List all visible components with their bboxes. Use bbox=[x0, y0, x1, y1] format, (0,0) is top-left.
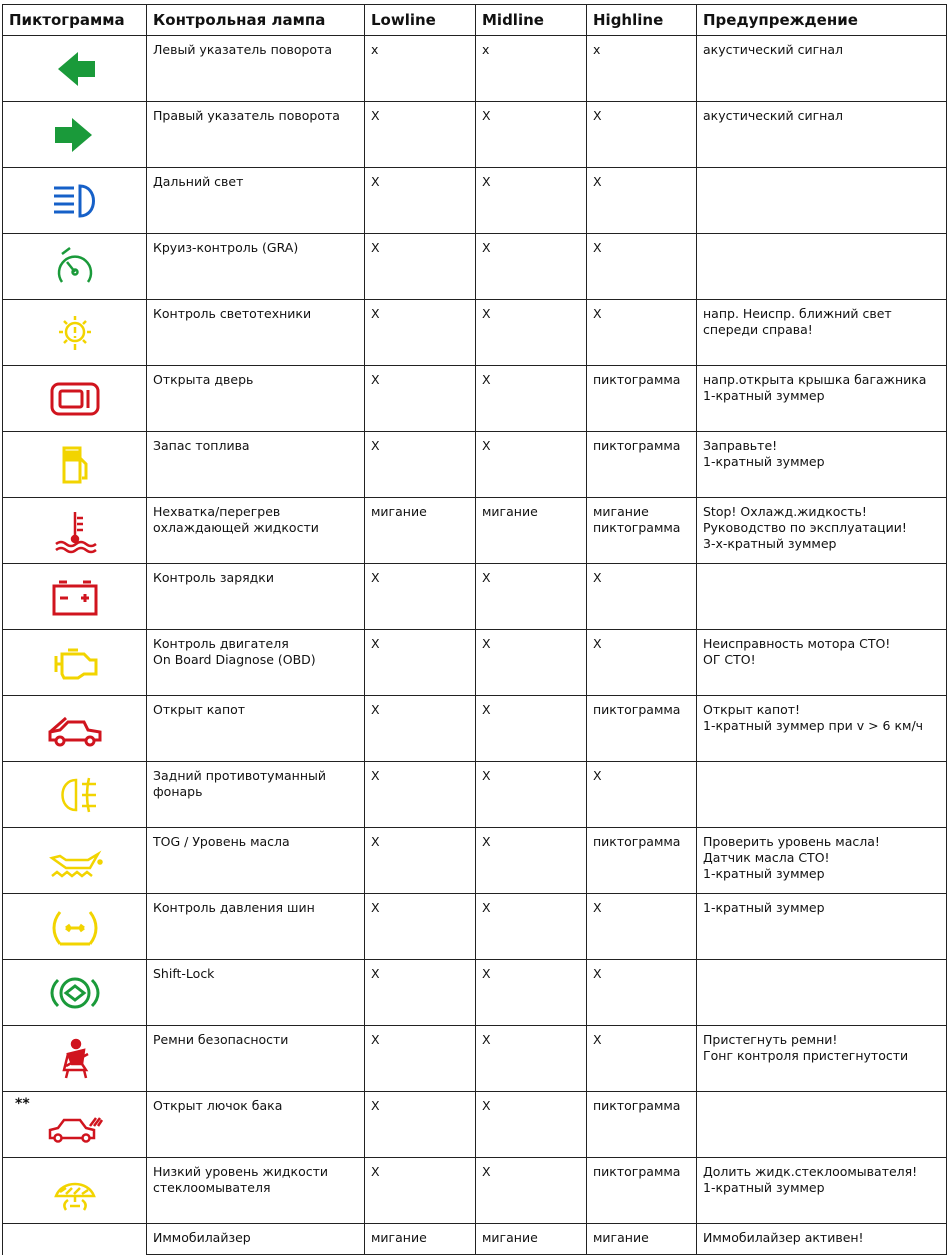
table-row bbox=[3, 894, 947, 960]
oil-level-icon bbox=[40, 852, 110, 867]
header-row bbox=[3, 5, 947, 36]
table-row bbox=[3, 234, 947, 300]
coolant-temperature-icon bbox=[40, 522, 110, 537]
header-midline: Midline bbox=[476, 5, 587, 36]
pictogram-cell bbox=[3, 1026, 147, 1092]
midline-cell: X bbox=[476, 1158, 587, 1224]
lowline-cell: x bbox=[365, 36, 476, 102]
midline-cell: X bbox=[476, 300, 587, 366]
midline-cell: X bbox=[476, 1026, 587, 1092]
table-row bbox=[3, 300, 947, 366]
warning-cell: Долить жидк.стеклоомывателя! 1-кратный зуммер bbox=[697, 1158, 947, 1224]
table-row bbox=[3, 432, 947, 498]
header-warning: Предупреждение bbox=[697, 5, 947, 36]
pictogram-cell bbox=[3, 168, 147, 234]
indicator-table bbox=[2, 4, 947, 1255]
highline-cell: X bbox=[587, 564, 697, 630]
footnote-mark: ** bbox=[15, 1096, 30, 1112]
table-row bbox=[3, 36, 947, 102]
table-row bbox=[3, 564, 947, 630]
warning-cell: Открыт капот! 1-кратный зуммер при v > 6 км/ч bbox=[697, 696, 947, 762]
lamp-cell: Задний противотуманный фонарь bbox=[147, 762, 365, 828]
pictogram-cell bbox=[3, 498, 147, 564]
pictogram-cell bbox=[3, 828, 147, 894]
highline-cell: мигание bbox=[587, 1224, 697, 1255]
warning-cell: акустический сигнал bbox=[697, 36, 947, 102]
lowline-cell: X bbox=[365, 960, 476, 1026]
highline-cell: X bbox=[587, 960, 697, 1026]
highline-cell: пиктограмма bbox=[587, 366, 697, 432]
right-turn-arrow-icon bbox=[40, 126, 110, 141]
table-row bbox=[3, 366, 947, 432]
warning-cell: Stop! Охлажд.жидкость! Руководство по эксплуатации! 3-х-кратный зуммер bbox=[697, 498, 947, 564]
warning-cell: акустический сигнал bbox=[697, 102, 947, 168]
lowline-cell: X bbox=[365, 366, 476, 432]
highline-cell: x bbox=[587, 36, 697, 102]
highline-cell: пиктограмма bbox=[587, 828, 697, 894]
header-pictogram: Пиктограмма bbox=[3, 5, 147, 36]
warning-cell: Неисправность мотора СТО! ОГ СТО! bbox=[697, 630, 947, 696]
table-row bbox=[3, 960, 947, 1026]
lamp-cell: Левый указатель поворота bbox=[147, 36, 365, 102]
lowline-cell: X bbox=[365, 762, 476, 828]
lowline-cell: X bbox=[365, 630, 476, 696]
lamp-cell: Низкий уровень жидкости стеклоомывателя bbox=[147, 1158, 365, 1224]
midline-cell: мигание bbox=[476, 498, 587, 564]
midline-cell: X bbox=[476, 1092, 587, 1158]
warning-cell bbox=[697, 960, 947, 1026]
lowline-cell: мигание bbox=[365, 1224, 476, 1255]
lamp-cell: Нехватка/перегрев охлаждающей жидкости bbox=[147, 498, 365, 564]
lowline-cell: X bbox=[365, 1092, 476, 1158]
warning-cell: Заправьте! 1-кратный зуммер bbox=[697, 432, 947, 498]
midline-cell: X bbox=[476, 366, 587, 432]
highline-cell: пиктограмма bbox=[587, 1092, 697, 1158]
highline-cell: X bbox=[587, 1026, 697, 1092]
lamp-cell: Открыт лючок бака bbox=[147, 1092, 365, 1158]
left-turn-arrow-icon bbox=[40, 60, 110, 75]
lamp-cell: Иммобилайзер bbox=[147, 1224, 365, 1255]
lowline-cell: X bbox=[365, 564, 476, 630]
tire-pressure-icon bbox=[40, 918, 110, 933]
midline-cell: X bbox=[476, 828, 587, 894]
highline-cell: пиктограмма bbox=[587, 432, 697, 498]
pictogram-cell bbox=[3, 564, 147, 630]
warning-cell: напр.открыта крышка багажника 1-кратный зуммер bbox=[697, 366, 947, 432]
lowline-cell: X bbox=[365, 696, 476, 762]
table-row bbox=[3, 1224, 947, 1255]
lamp-cell: Открыт капот bbox=[147, 696, 365, 762]
midline-cell: X bbox=[476, 630, 587, 696]
pictogram-cell bbox=[3, 432, 147, 498]
lowline-cell: X bbox=[365, 1158, 476, 1224]
pictogram-cell bbox=[3, 234, 147, 300]
lamp-cell: Запас топлива bbox=[147, 432, 365, 498]
highline-cell: X bbox=[587, 102, 697, 168]
hood-open-icon bbox=[40, 720, 110, 735]
warning-cell bbox=[697, 1092, 947, 1158]
warning-cell: Иммобилайзер активен! bbox=[697, 1224, 947, 1255]
highline-cell: X bbox=[587, 168, 697, 234]
warning-cell: Пристегнуть ремни! Гонг контроля пристегнутости bbox=[697, 1026, 947, 1092]
table-row bbox=[3, 168, 947, 234]
table-row bbox=[3, 1092, 947, 1158]
midline-cell: X bbox=[476, 960, 587, 1026]
battery-icon bbox=[40, 588, 110, 603]
midline-cell: мигание bbox=[476, 1224, 587, 1255]
lamp-cell: Правый указатель поворота bbox=[147, 102, 365, 168]
lowline-cell: X bbox=[365, 1026, 476, 1092]
highline-cell: пиктограмма bbox=[587, 696, 697, 762]
highline-cell: X bbox=[587, 234, 697, 300]
pictogram-cell bbox=[3, 1158, 147, 1224]
lowline-cell: мигание bbox=[365, 498, 476, 564]
table-row bbox=[3, 1026, 947, 1092]
table-row bbox=[3, 102, 947, 168]
fuel-icon bbox=[40, 456, 110, 471]
bulb-failure-icon bbox=[40, 324, 110, 339]
lamp-cell: Ремни безопасности bbox=[147, 1026, 365, 1092]
lamp-cell: Контроль зарядки bbox=[147, 564, 365, 630]
warning-cell bbox=[697, 168, 947, 234]
header-lamp: Контрольная лампа bbox=[147, 5, 365, 36]
midline-cell: X bbox=[476, 696, 587, 762]
midline-cell: X bbox=[476, 762, 587, 828]
pictogram-cell bbox=[3, 36, 147, 102]
highline-cell: X bbox=[587, 894, 697, 960]
pictogram-cell bbox=[3, 894, 147, 960]
highline-cell: мигание пиктограмма bbox=[587, 498, 697, 564]
lowline-cell: X bbox=[365, 432, 476, 498]
lamp-cell: Дальний свет bbox=[147, 168, 365, 234]
fuel-flap-open-icon bbox=[40, 1116, 110, 1131]
midline-cell: X bbox=[476, 234, 587, 300]
table-row bbox=[3, 498, 947, 564]
lowline-cell: X bbox=[365, 828, 476, 894]
midline-cell: X bbox=[476, 564, 587, 630]
lamp-cell: Открыта дверь bbox=[147, 366, 365, 432]
pictogram-cell bbox=[3, 102, 147, 168]
pictogram-cell bbox=[3, 1224, 147, 1255]
lowline-cell: X bbox=[365, 102, 476, 168]
shift-lock-icon bbox=[40, 984, 110, 999]
highline-cell: X bbox=[587, 300, 697, 366]
midline-cell: X bbox=[476, 432, 587, 498]
pictogram-cell bbox=[3, 630, 147, 696]
warning-cell: 1-кратный зуммер bbox=[697, 894, 947, 960]
lamp-cell: Shift-Lock bbox=[147, 960, 365, 1026]
table-row bbox=[3, 828, 947, 894]
cruise-control-icon bbox=[40, 258, 110, 273]
pictogram-cell bbox=[3, 762, 147, 828]
pictogram-cell bbox=[3, 1092, 147, 1158]
lamp-cell: Контроль светотехники bbox=[147, 300, 365, 366]
rear-fog-light-icon bbox=[40, 786, 110, 801]
warning-cell: напр. Неиспр. ближний свет спереди справа! bbox=[697, 300, 947, 366]
lamp-cell: TOG / Уровень масла bbox=[147, 828, 365, 894]
lamp-cell: Круиз-контроль (GRA) bbox=[147, 234, 365, 300]
pictogram-cell bbox=[3, 696, 147, 762]
table-row bbox=[3, 696, 947, 762]
lowline-cell: X bbox=[365, 300, 476, 366]
lowline-cell: X bbox=[365, 234, 476, 300]
lamp-cell: Контроль давления шин bbox=[147, 894, 365, 960]
lowline-cell: X bbox=[365, 894, 476, 960]
pictogram-cell bbox=[3, 960, 147, 1026]
midline-cell: X bbox=[476, 102, 587, 168]
header-lowline: Lowline bbox=[365, 5, 476, 36]
midline-cell: x bbox=[476, 36, 587, 102]
lowline-cell: X bbox=[365, 168, 476, 234]
midline-cell: X bbox=[476, 894, 587, 960]
pictogram-cell bbox=[3, 300, 147, 366]
table-row bbox=[3, 630, 947, 696]
high-beam-icon bbox=[40, 192, 110, 207]
check-engine-icon bbox=[40, 654, 110, 669]
highline-cell: X bbox=[587, 762, 697, 828]
warning-cell: Проверить уровень масла! Датчик масла СТО! 1-кратный зуммер bbox=[697, 828, 947, 894]
lamp-cell: Контроль двигателя On Board Diagnose (OBD) bbox=[147, 630, 365, 696]
warning-cell bbox=[697, 234, 947, 300]
warning-cell bbox=[697, 564, 947, 630]
table-row bbox=[3, 762, 947, 828]
highline-cell: пиктограмма bbox=[587, 1158, 697, 1224]
midline-cell: X bbox=[476, 168, 587, 234]
pictogram-cell bbox=[3, 366, 147, 432]
table-row bbox=[3, 1158, 947, 1224]
warning-cell bbox=[697, 762, 947, 828]
door-open-icon bbox=[40, 390, 110, 405]
seatbelt-icon bbox=[40, 1050, 110, 1065]
header-highline: Highline bbox=[587, 5, 697, 36]
washer-fluid-icon bbox=[40, 1182, 110, 1197]
highline-cell: X bbox=[587, 630, 697, 696]
